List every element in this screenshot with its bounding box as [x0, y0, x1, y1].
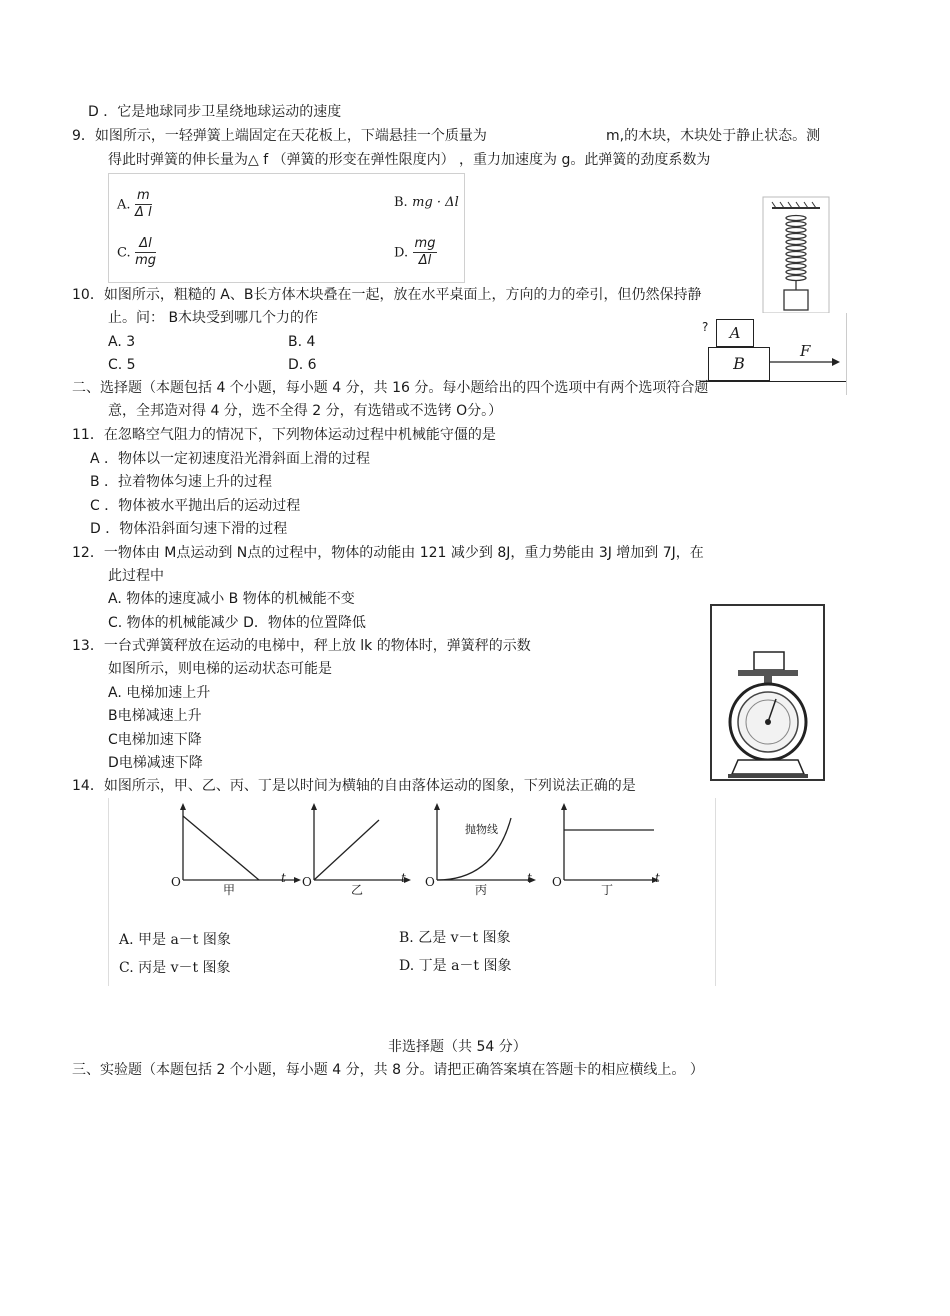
q14-option-b: B. 乙是 v－t 图象: [399, 930, 511, 946]
q12-options-cd: C. 物体的机械能减少 D．物体的位置降低: [108, 615, 366, 631]
q9-stem-line1: 9．如图所示，一轻弹簧上端固定在天花板上，下端悬挂一个质量为: [72, 128, 487, 144]
q12-options-ab: A. 物体的速度减小 B 物体的机械能不变: [108, 591, 355, 607]
q13-option-d: D电梯减速下降: [108, 755, 203, 771]
q9-option-a: A. $\frac{m}{\text{Δ l}}$: [117, 188, 152, 220]
q9-options-box: [108, 173, 465, 283]
q14-jia-origin: O: [171, 875, 181, 889]
q13-spring-scale-figure: [710, 604, 826, 782]
section2-heading-line1: 二、选择题（本题包括 4 个小题，每小题 4 分，共 16 分。每小题给出的四个选项中有两个选项符合题: [72, 380, 709, 396]
q14-option-a: A. 甲是 a－t 图象: [119, 932, 231, 948]
q11-option-c: C ．物体被水平抛出后的运动过程: [90, 498, 301, 514]
part2-title: 非选择题（共 54 分）: [388, 1039, 527, 1055]
q9-option-d-fraction: $\frac{mg}{\Delta l}$: [414, 236, 436, 268]
q9-spring-figure: [762, 196, 832, 316]
q9-option-b: B. mg · Δl: [394, 195, 459, 210]
q14-jia-label: 甲: [223, 883, 236, 897]
q10-force-label: F: [800, 342, 811, 360]
q11-stem: 11．在忽略空气阻力的情况下，下列物体运动过程中机械能守僵的是: [72, 427, 496, 443]
q10-blocks-figure: [700, 313, 847, 395]
q14-figure: [108, 798, 716, 986]
q10-stem-line2: 止。问： B木块受到哪几个力的作: [108, 310, 319, 326]
q14-ding-origin: O: [552, 875, 562, 889]
q10-stem-line1: 10．如图所示，粗糙的 A、B长方体木块叠在一起，放在水平桌面上，方向的力的牵引，但仍然保持静: [72, 287, 702, 303]
q14-bing-label: 丙: [475, 883, 488, 897]
q8-option-d: D ．它是地球同步卫星绕地球运动的速度: [88, 104, 342, 120]
q13-stem-line2: 如图所示，则电梯的运动状态可能是: [108, 661, 332, 677]
q14-bing-t-axis: t: [527, 871, 532, 885]
q10-option-d: D. 6: [288, 357, 317, 373]
q14-stem: 14．如图所示，甲、乙、丙、丁是以时间为横轴的自由落体运动的图象，下列说法正确的是: [72, 778, 636, 794]
q13-option-c: C电梯加速下降: [108, 732, 202, 748]
q11-option-a: A ．物体以一定初速度沿光滑斜面上滑的过程: [90, 451, 371, 467]
q9-option-c-fraction: $\frac{\Delta l}{mg}$: [135, 236, 156, 268]
q10-block-b: B: [708, 347, 770, 381]
q13-stem-line1: 13．一台式弹簧秤放在运动的电梯中，秤上放 lk 的物体时，弹簧秤的示数: [72, 638, 531, 654]
q13-option-a: A. 电梯加速上升: [108, 685, 211, 701]
q11-option-d: D ．物体沿斜面匀速下滑的过程: [90, 521, 288, 537]
q14-graph-ding: [561, 803, 659, 883]
q14-yi-label: 乙: [351, 883, 364, 897]
q14-yi-origin: O: [302, 875, 312, 889]
q13-option-b: B电梯减速上升: [108, 708, 202, 724]
section3-heading: 三、实验题（本题包括 2 个小题，每小题 4 分，共 8 分。请把正确答案填在答题卡的相应横线上。 ）: [72, 1062, 704, 1078]
q10-option-c: C. 5: [108, 357, 136, 373]
q12-stem-line1: 12．一物体由 M点运动到 N点的过程中，物体的动能由 121 减少到 8J，重力势能由 3J 增加到 7J，在: [72, 545, 704, 561]
q14-jia-t-axis: t: [281, 871, 286, 885]
q14-graph-yi: [311, 803, 411, 883]
q14-option-d: D. 丁是 a－t 图象: [399, 958, 512, 974]
q11-option-b: B ．拉着物体匀速上升的过程: [90, 474, 273, 490]
q14-option-c: C. 丙是 v－t 图象: [119, 960, 231, 976]
q9-option-c: C. $\frac{\Delta l}{mg}$: [117, 236, 156, 268]
q14-parabola-label: 抛物线: [465, 823, 498, 836]
q9-option-a-fraction: $\frac{m}{\text{Δ l}}$: [135, 188, 152, 220]
section2-heading-line2: 意，全邦造对得 4 分，选不全得 2 分，有选错或不选铐 O分。）: [108, 403, 503, 419]
q12-stem-line2: 此过程中: [108, 568, 164, 584]
q14-ding-label: 丁: [601, 883, 614, 897]
q9-option-d: D. $\frac{mg}{\Delta l}$: [394, 236, 436, 268]
q10-option-b: B. 4: [288, 334, 316, 350]
q10-option-a: A. 3: [108, 334, 136, 350]
q14-graph-bing: [434, 803, 536, 883]
q10-table-surface: [700, 381, 846, 382]
q14-bing-origin: O: [425, 875, 435, 889]
q10-block-a: A: [716, 319, 754, 347]
q9-stem-line1b: m,的木块，木块处于静止状态。测: [606, 128, 821, 144]
q14-yi-t-axis: t: [401, 871, 406, 885]
q14-graphs: [109, 798, 715, 908]
q10-fig-question-mark: ?: [702, 320, 709, 334]
q14-ding-t-axis: t: [655, 871, 660, 885]
q9-stem-line2: 得此时弹簧的伸长量为△ f （弹簧的形变在弹性限度内） ，重力加速度为 g。此弹簧的劲度系数为: [108, 152, 711, 168]
